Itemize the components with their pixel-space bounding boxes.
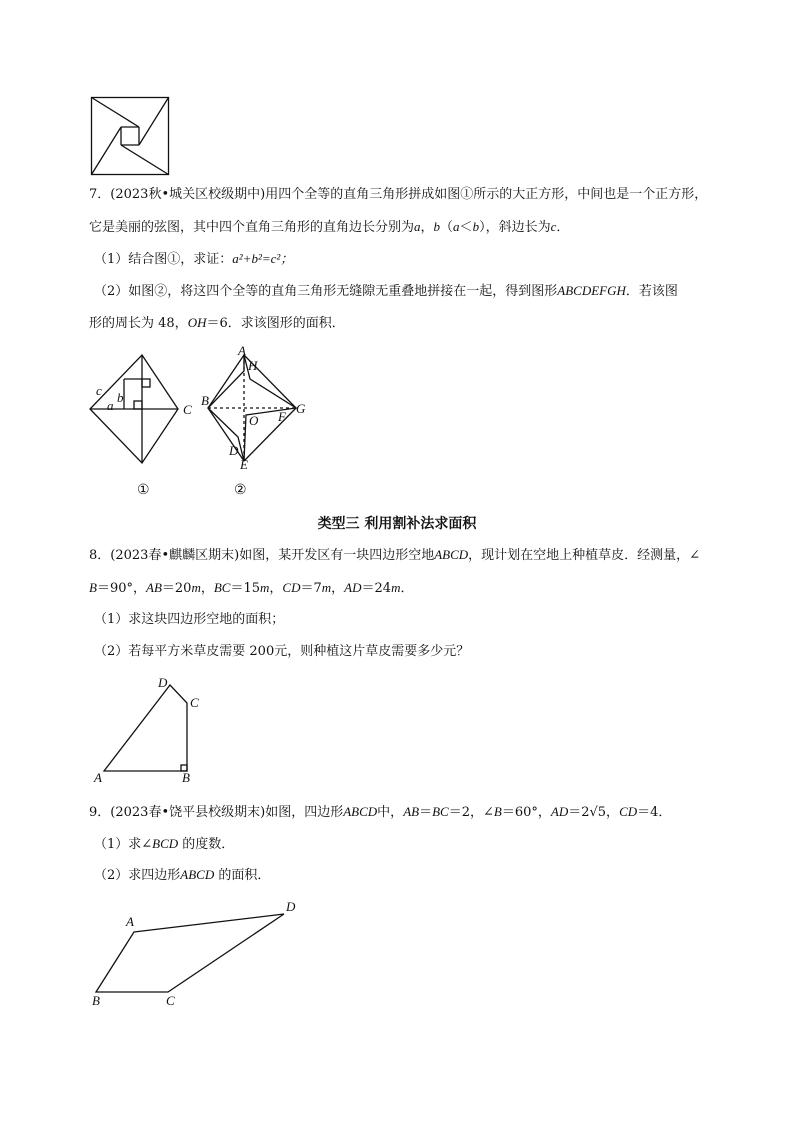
- label-a: a: [107, 398, 114, 413]
- label-D: D: [286, 899, 296, 914]
- label-O: O: [249, 413, 259, 428]
- label-G: G: [296, 401, 306, 416]
- q9-number: 9: [89, 805, 98, 820]
- q7-figure-1: [88, 355, 198, 465]
- label-F: F: [278, 409, 286, 424]
- label-E: E: [240, 457, 248, 472]
- q7-number: 7: [89, 187, 98, 202]
- q9-part-2: （2）求四边形ABCD 的面积．: [94, 867, 271, 883]
- label-D: D: [229, 443, 239, 458]
- q7-line-2: 它是美丽的弦图，其中四个直角三角形的直角边长分别为a，b（a＜b），斜边长为c．: [89, 219, 570, 235]
- label-A: A: [126, 914, 134, 929]
- q7-caption-2: ②: [234, 482, 247, 498]
- q8-part-2: （2）若每平方米草皮需要 200元，则种植这片草皮需要多少元？: [94, 644, 470, 659]
- label-C: C: [190, 695, 199, 710]
- q8-figure: [92, 675, 212, 785]
- label-b: b: [117, 390, 124, 405]
- q7-line-1: 7．(2023秋•城关区校级期中)用四个全等的直角三角形拼成如图①所示的大正方形，中间也是一个正方形，: [89, 187, 708, 202]
- q8-line-2: B＝90°，AB＝20m，BC＝15m，CD＝7m，AD＝24m．: [89, 580, 414, 596]
- q7-source: (2023秋•城关区校级期中): [110, 187, 266, 202]
- label-c: c: [96, 383, 102, 398]
- label-D: D: [158, 675, 168, 690]
- q8-source: (2023春•麒麟区期末): [110, 548, 240, 563]
- q8-number: 8: [89, 548, 98, 563]
- label-B: B: [182, 770, 190, 785]
- q7-caption-1: ①: [137, 482, 150, 498]
- q9-figure: [88, 898, 318, 1018]
- q9-part-1: （1）求∠BCD 的度数．: [94, 836, 235, 852]
- q8-line-1: 8．(2023春•麒麟区期末)如图，某开发区有一块四边形空地ABCD，现计划在空地上种植草皮．经测量，∠: [89, 547, 701, 563]
- pinwheel-square-figure: [91, 97, 171, 177]
- label-C: C: [166, 993, 175, 1008]
- q7-part-2-cont: 形的周长为 48，OH＝6．求该图形的面积．: [89, 315, 345, 331]
- label-C: C: [183, 402, 192, 417]
- q8-part-1: （1）求这块四边形空地的面积；: [94, 612, 285, 627]
- label-A: A: [94, 770, 102, 785]
- q7-part-1: （1）结合图①，求证：a²+b²=c²；: [94, 251, 294, 267]
- q9-line-1: 9．(2023春•饶平县校级期末)如图，四边形ABCD中，AB＝BC＝2，∠B＝60°，AD＝2√5，CD＝4．: [89, 804, 672, 820]
- label-A: A: [238, 343, 246, 358]
- label-B: B: [92, 993, 100, 1008]
- label-H: H: [248, 358, 258, 373]
- label-B: B: [201, 393, 209, 408]
- q7-figure-2: [198, 343, 328, 473]
- q9-source: (2023春•饶平县校级期末): [110, 805, 266, 820]
- q7-part-2: （2）如图②，将这四个全等的直角三角形无缝隙无重叠地拼接在一起，得到图形ABCDEFGH．若该图: [94, 283, 678, 299]
- section-title: 类型三 利用割补法求面积: [317, 516, 477, 532]
- q7-text-1: 用四个全等的直角三角形拼成如图①所示的大正方形，中间也是一个正方形，: [265, 187, 708, 202]
